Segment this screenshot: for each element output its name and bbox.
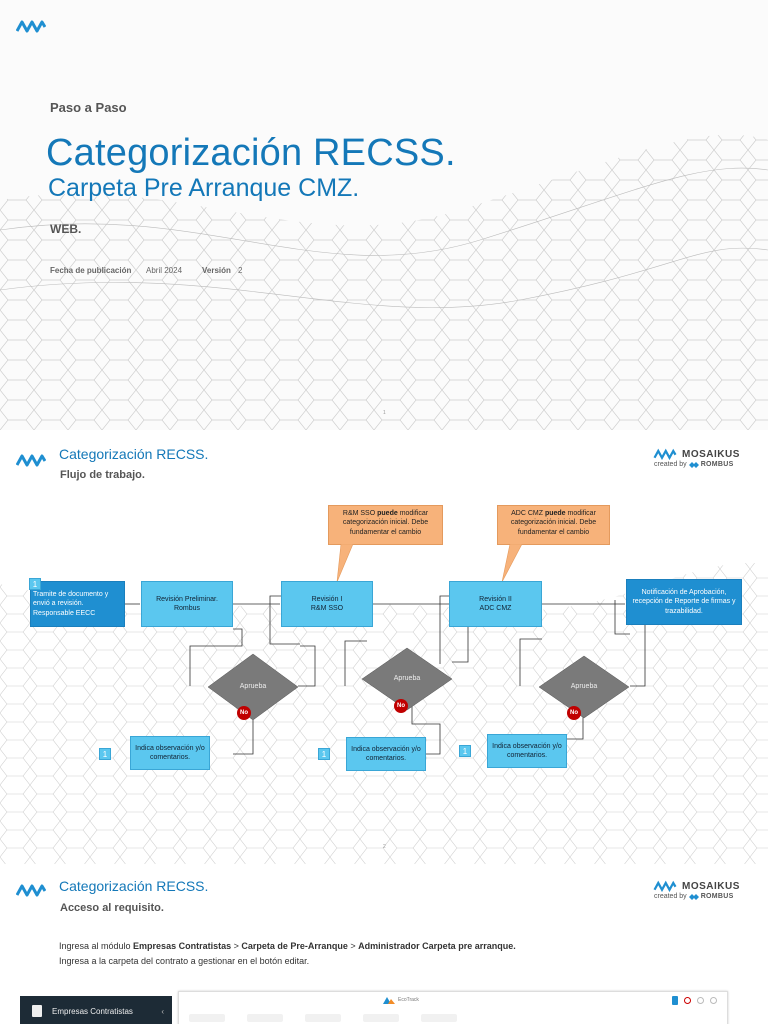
- brand-rombus: ROMBUS: [700, 461, 734, 468]
- decision-approve: Aprueba: [393, 675, 421, 682]
- wireframe-mesh-background: [0, 0, 768, 430]
- app-screenshot: [178, 991, 728, 1024]
- step-number-badge: 1: [318, 748, 330, 760]
- brand-created-by: created by: [654, 461, 687, 468]
- clipboard-icon: [32, 1005, 42, 1017]
- app-menu-placeholders: [179, 1014, 727, 1024]
- version-value: 2: [238, 266, 243, 275]
- brand-rombus: ROMBUS: [700, 893, 734, 900]
- workflow-slide: [0, 434, 768, 864]
- slide-subtitle: Flujo de trabajo.: [60, 469, 145, 481]
- no-branch-label: No: [567, 706, 581, 720]
- decision-approve: Aprueba: [570, 683, 598, 690]
- step-submit-document: Tramite de documento y envió a revisión. Responsable EECC: [30, 581, 125, 627]
- publication-label: Fecha de publicación: [50, 266, 132, 275]
- brand-name: MOSAIKUS: [682, 880, 740, 892]
- settings-icon[interactable]: [710, 997, 717, 1004]
- instruction-line-2: Ingresa a la carpeta del contrato a gestionar en el botón editar.: [59, 956, 310, 966]
- publication-date: Abril 2024: [146, 266, 183, 275]
- app-logo-icon: [383, 996, 395, 1004]
- decision-approve: Aprueba: [239, 683, 267, 690]
- decision-diamonds: [0, 434, 768, 864]
- version-label: Versión: [202, 266, 231, 275]
- cover-slide: [0, 0, 768, 430]
- mosaikus-mark-icon: [652, 880, 678, 892]
- menu-placeholder: [189, 1014, 225, 1022]
- page-number: 1: [383, 410, 386, 416]
- cover-channel: WEB.: [50, 222, 82, 236]
- notification-icon[interactable]: [684, 997, 691, 1004]
- no-branch-label: No: [394, 699, 408, 713]
- app-logo: EcoTrack: [383, 996, 419, 1004]
- step-review-2: Revisión II ADC CMZ: [449, 581, 542, 627]
- slide-title: Categorización RECSS.: [59, 446, 209, 462]
- rombus-mark-icon: [689, 894, 699, 900]
- no-branch-label: No: [237, 706, 251, 720]
- menu-placeholder: [247, 1014, 283, 1022]
- chevron-left-icon: ‹: [161, 1006, 164, 1016]
- step-approval-notification: Notificación de Aprobación, recepción de Reporte de firmas y trazabilidad.: [626, 579, 742, 625]
- step-review-1: Revisión I R&M SSO: [281, 581, 373, 627]
- menu-placeholder: [421, 1014, 457, 1022]
- user-icon[interactable]: [697, 997, 704, 1004]
- instruction-line-1: Ingresa al módulo Empresas Contratistas > Carpeta de Pre-Arranque > Administrador Carpeta pre arranque.: [59, 941, 516, 951]
- slide-title: Categorización RECSS.: [59, 878, 209, 894]
- brand-created-by: created by: [654, 893, 687, 900]
- step-observation: Indica observación y/o comentarios.: [130, 736, 210, 770]
- menu-placeholder: [305, 1014, 341, 1022]
- app-toolbar-icons: [672, 996, 717, 1005]
- mosaikus-brand: [652, 880, 748, 900]
- step-observation: Indica observación y/o comentarios.: [346, 737, 426, 771]
- sidebar-item-empresas-contratistas[interactable]: [20, 996, 172, 1024]
- sidebar-item-label: Empresas Contratistas: [52, 1006, 133, 1016]
- step-observation: Indica observación y/o comentarios.: [487, 734, 567, 768]
- slide-subtitle: Acceso al requisito.: [60, 902, 164, 914]
- mosaikus-logo-icon: [16, 882, 46, 898]
- cover-subtitle: Carpeta Pre Arranque CMZ.: [48, 174, 360, 202]
- step-number-badge: 1: [459, 745, 471, 757]
- note-rm-sso: R&M SSO puede modificar categorización inicial. Debe fundamentar el cambio: [328, 505, 443, 545]
- step-number-badge: 1: [99, 748, 111, 760]
- step-preliminary-review: Revisión Preliminar. Rombus: [141, 581, 233, 627]
- brand-name: MOSAIKUS: [682, 448, 740, 460]
- menu-placeholder: [363, 1014, 399, 1022]
- cover-title: Categorización RECSS.: [46, 132, 456, 174]
- collapse-icon[interactable]: [672, 996, 678, 1005]
- step-number-badge: 1: [29, 578, 41, 590]
- mosaikus-logo-icon: [16, 18, 46, 34]
- cover-kicker: Paso a Paso: [50, 100, 127, 115]
- access-slide: [0, 868, 768, 1024]
- page-number: 2: [383, 844, 386, 850]
- note-adc-cmz: ADC CMZ puede modificar categorización inicial. Debe fundamentar el cambio: [497, 505, 610, 545]
